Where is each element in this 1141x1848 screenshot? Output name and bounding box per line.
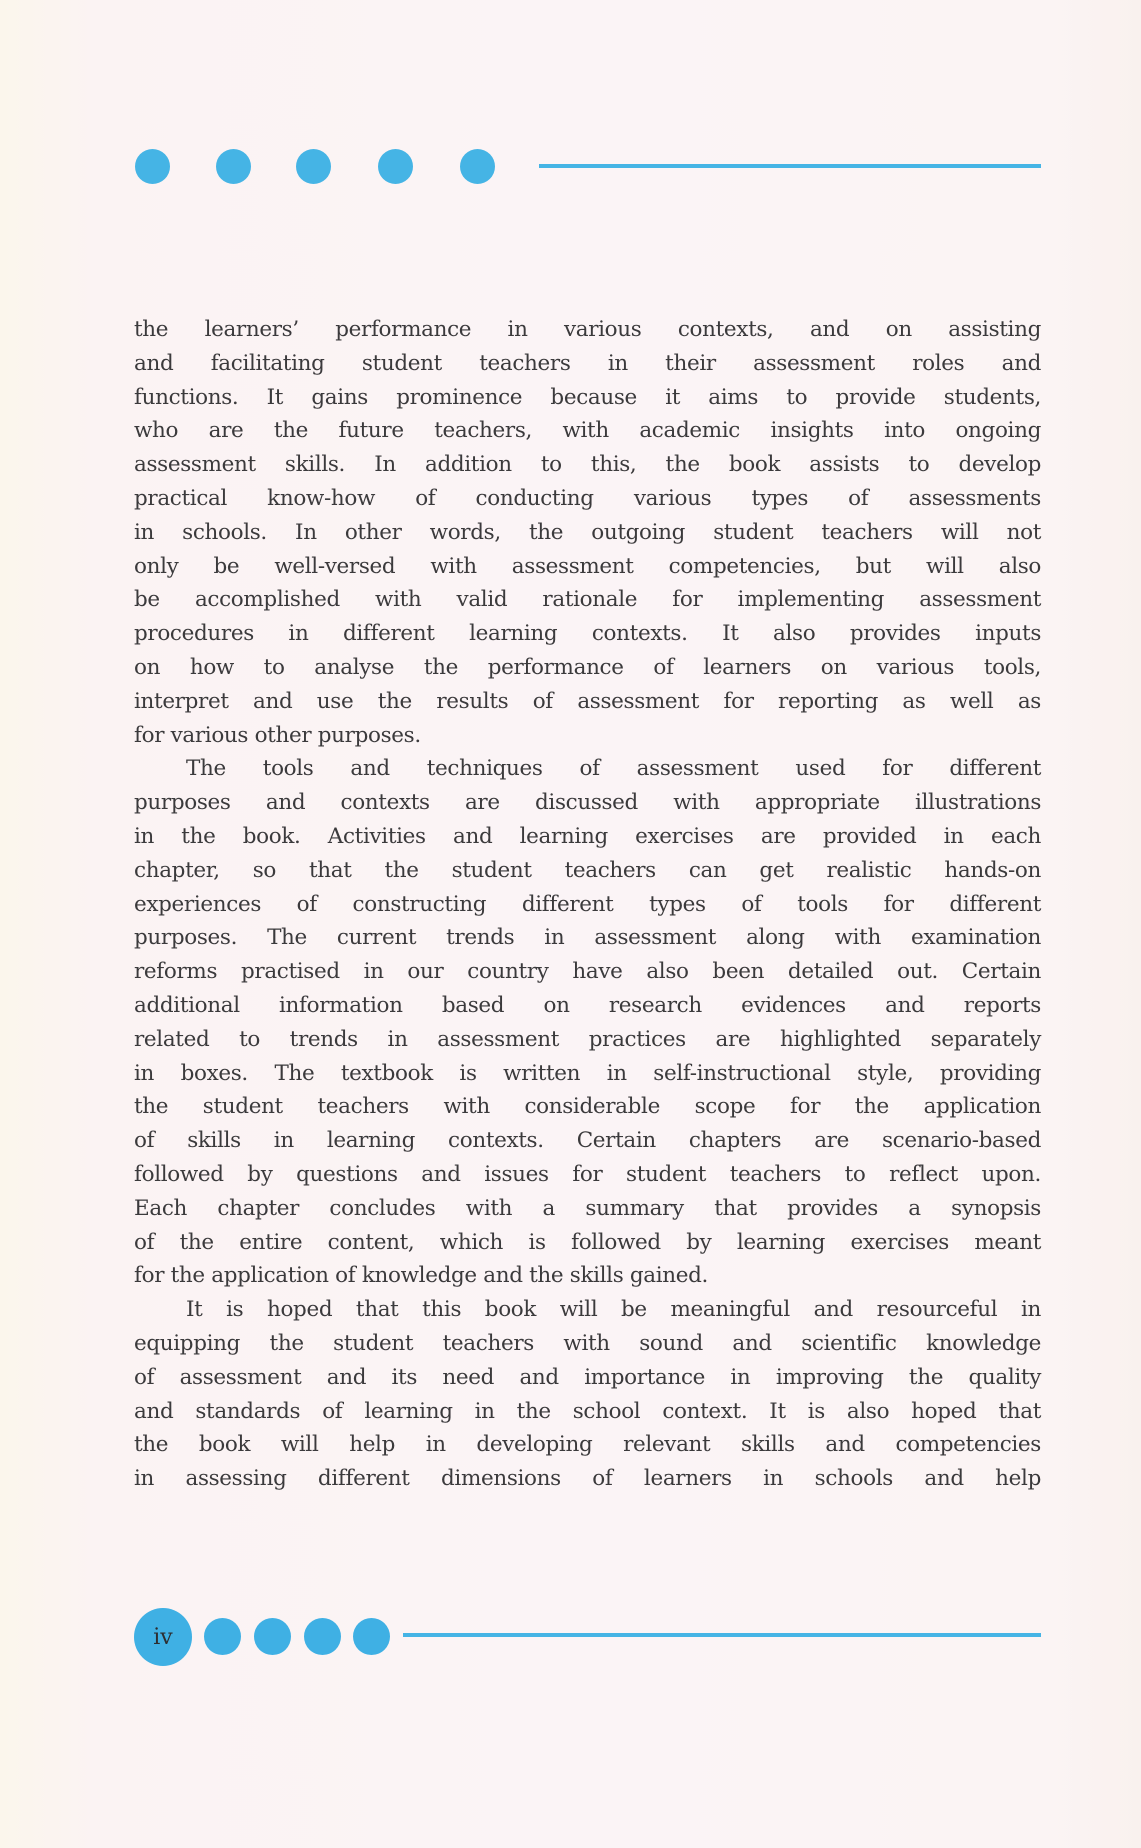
text-line: purposes. The current trends in assessment along with examination	[134, 925, 1041, 951]
text-line: in assessing different dimensions of learners in schools and help	[134, 1466, 1041, 1492]
text-line: in schools. In other words, the outgoing student teachers will not	[134, 519, 1041, 545]
text-line: who are the future teachers, with academic insights into ongoing	[134, 418, 1041, 444]
header-dot-icon	[296, 149, 331, 184]
text-line: assessment skills. In addition to this, the book assists to develop	[134, 452, 1041, 478]
text-line: of assessment and its need and importance in improving the quality	[134, 1364, 1041, 1390]
header-dot-icon	[378, 149, 413, 184]
text-line: in boxes. The textbook is written in self-instructional style, providing	[134, 1060, 1041, 1086]
text-line: equipping the student teachers with sound and scientific knowledge	[134, 1330, 1041, 1356]
text-line: The tools and techniques of assessment used for different	[186, 756, 1041, 782]
text-line: of the entire content, which is followed by learning exercises meant	[134, 1229, 1041, 1255]
text-line: interpret and use the results of assessment for reporting as well as	[134, 688, 1041, 714]
header-dot-icon	[135, 149, 170, 184]
text-line: purposes and contexts are discussed with appropriate illustrations	[134, 790, 1041, 816]
text-line: and facilitating student teachers in their assessment roles and	[134, 350, 1041, 376]
footer-dot-icon	[304, 1618, 341, 1655]
text-line: experiences of constructing different types of tools for different	[134, 891, 1041, 917]
page-number-badge	[134, 1608, 192, 1666]
text-line: functions. It gains prominence because it aims to provide students,	[134, 384, 1041, 410]
header-rule	[539, 164, 1041, 168]
text-line: reforms practised in our country have also been detailed out. Certain	[134, 959, 1041, 985]
text-line: related to trends in assessment practices are highlighted separately	[134, 1026, 1041, 1052]
text-line: followed by questions and issues for student teachers to reflect upon.	[134, 1161, 1041, 1187]
text-line: be accomplished with valid rationale for implementing assessment	[134, 587, 1041, 613]
text-line: additional information based on research evidences and reports	[134, 992, 1041, 1018]
text-line: It is hoped that this book will be meaningful and resourceful in	[186, 1297, 1041, 1323]
text-line: for various other purposes.	[134, 722, 421, 748]
footer-dot-icon	[254, 1618, 291, 1655]
header-dot-icon	[460, 149, 495, 184]
paragraph	[134, 752, 1041, 1293]
text-line: the book will help in developing relevant skills and competencies	[134, 1432, 1041, 1458]
text-line: chapter, so that the student teachers can get realistic hands-on	[134, 857, 1041, 883]
text-line: on how to analyse the performance of learners on various tools,	[134, 654, 1041, 680]
text-line: of skills in learning contexts. Certain chapters are scenario-based	[134, 1128, 1041, 1154]
body-text	[134, 313, 1041, 1496]
header-dot-icon	[216, 149, 251, 184]
footer-dot-icon	[204, 1618, 241, 1655]
text-line: Each chapter concludes with a summary that provides a synopsis	[134, 1195, 1041, 1221]
page-number: iv	[153, 1624, 173, 1650]
paragraph	[134, 1293, 1041, 1496]
text-line: procedures in different learning contexts. It also provides inputs	[134, 621, 1041, 647]
footer-rule	[403, 1633, 1041, 1637]
text-line: the learners’ performance in various contexts, and on assisting	[134, 317, 1041, 342]
footer-dot-icon	[353, 1618, 390, 1655]
text-line: the student teachers with considerable scope for the application	[134, 1094, 1041, 1120]
text-line: and standards of learning in the school context. It is also hoped that	[134, 1398, 1041, 1424]
text-line: for the application of knowledge and the skills gained.	[134, 1263, 709, 1289]
text-line: practical know-how of conducting various types of assessments	[134, 485, 1041, 511]
paragraph	[134, 313, 1041, 752]
text-line: only be well-versed with assessment competencies, but will also	[134, 553, 1041, 579]
text-line: in the book. Activities and learning exercises are provided in each	[134, 823, 1041, 849]
